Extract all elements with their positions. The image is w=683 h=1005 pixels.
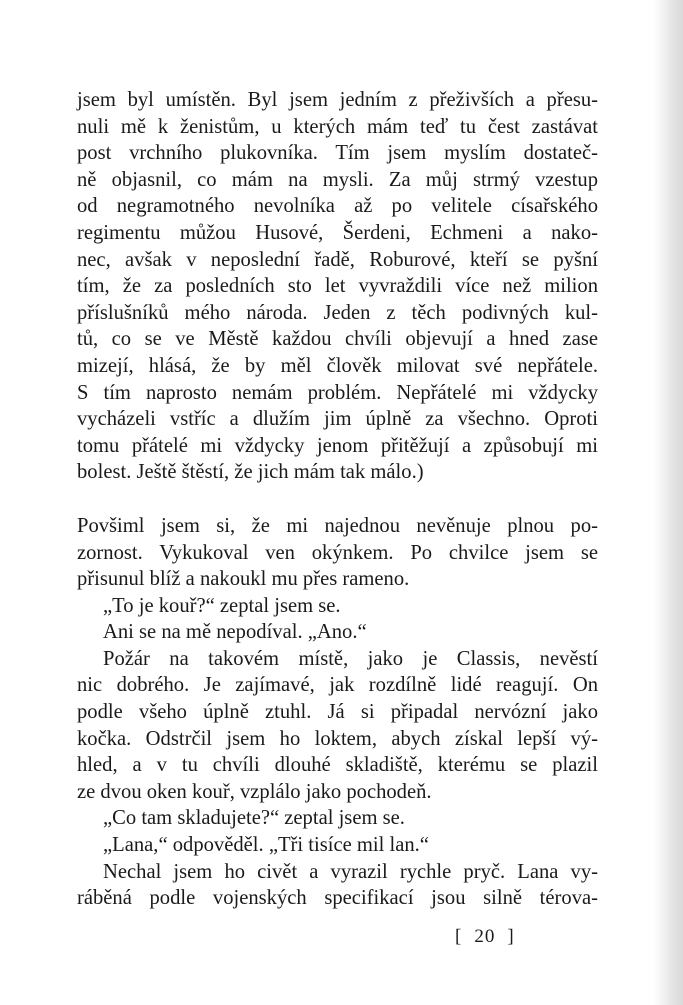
paragraph <box>77 646 598 806</box>
text-line: Nechal jsem ho civět a vyrazil rychle pryč. Lana vy- <box>103 860 598 883</box>
text-line: kočka. Odstrčil jsem ho loktem, abych získal lepší vý- <box>77 727 598 750</box>
page-number <box>455 926 515 948</box>
text-line: tů, co se ve Městě každou chvíli objevují a hned zase <box>77 328 598 351</box>
text-line: mizejí, hlásá, že by měl člověk milovat své nepřátele. <box>77 354 598 377</box>
text-line: jsem byl umístěn. Byl jsem jedním z přeživších a přesu- <box>77 89 598 111</box>
text-line: podle všeho úplně ztuhl. Já si připadal nervózní jako <box>77 701 598 724</box>
body-text <box>77 87 598 912</box>
text-line: Požár na takovém místě, jako je Classis, nevěstí <box>103 647 598 670</box>
page-number-close-bracket: ] <box>507 926 515 947</box>
text-line: „To je kouř?“ zeptal jsem se. <box>103 594 341 617</box>
text-line: ze dvou oken kouř, vzplálo jako pochodeň. <box>77 780 432 803</box>
text-line: od negramotného nevolníka až po velitele císařského <box>77 195 598 218</box>
text-line: tím, že za posledních sto let vyvraždili více než milion <box>77 275 598 298</box>
text-line: hled, a v tu chvíli dlouhé skladiště, kterému se plazil <box>77 754 598 777</box>
text-line: příslušníků mého národa. Jeden z těch podivných kul- <box>77 301 598 324</box>
text-line: přisunul blíž a nakoukl mu přes rameno. <box>77 568 410 591</box>
page-number-value: 20 <box>474 926 496 947</box>
text-line: S tím naprosto nemám problém. Nepřátelé mi vždycky <box>77 381 598 404</box>
text-line: ně objasnil, co mám na mysli. Za můj strmý vzestup <box>77 168 598 191</box>
text-line: regimentu můžou Husové, Šerdeni, Echmeni a nako- <box>77 221 598 244</box>
paragraph <box>77 805 598 832</box>
text-line: post vrchního plukovníka. Tím jsem myslím dostateč- <box>77 142 598 165</box>
text-line: Ani se na mě nepodíval. „Ano.“ <box>103 621 367 644</box>
paragraph <box>77 832 598 859</box>
page-number-open-bracket: [ <box>455 926 463 947</box>
text-line: Povšiml jsem si, že mi najednou nevěnuje plnou po- <box>77 514 598 537</box>
text-line: nic dobrého. Je zajímavé, jak rozdílně lidé reagují. On <box>77 674 598 697</box>
text-line: „Lana,“ odpověděl. „Tři tisíce mil lan.“ <box>103 834 429 857</box>
text-line: ráběná podle vojenských specifikací jsou silně térova- <box>77 887 598 910</box>
text-line: vycházeli vstříc a dlužím jim úplně za všechno. Oproti <box>77 408 598 431</box>
paragraph <box>77 593 598 620</box>
text-line: zornost. Vykukoval ven okýnkem. Po chvilce jsem se <box>77 541 598 564</box>
paragraph <box>77 619 598 646</box>
paragraph <box>77 87 598 486</box>
text-line: bolest. Ještě štěstí, že jich mám tak málo.) <box>77 461 424 484</box>
paragraph <box>77 513 598 593</box>
text-line: nuli mě k ženistům, u kterých mám teď tu čest zastávat <box>77 115 598 138</box>
paragraph-gap <box>77 486 598 513</box>
text-line: nec, avšak v neposlední řadě, Roburové, kteří se pyšní <box>77 248 598 271</box>
text-line: tomu přátelé mi vždycky jenom přitěžují a způsobují mi <box>77 434 598 457</box>
page-edge-shadow <box>653 0 683 1005</box>
paragraph <box>77 859 598 912</box>
text-line: „Co tam skladujete?“ zeptal jsem se. <box>103 807 405 830</box>
